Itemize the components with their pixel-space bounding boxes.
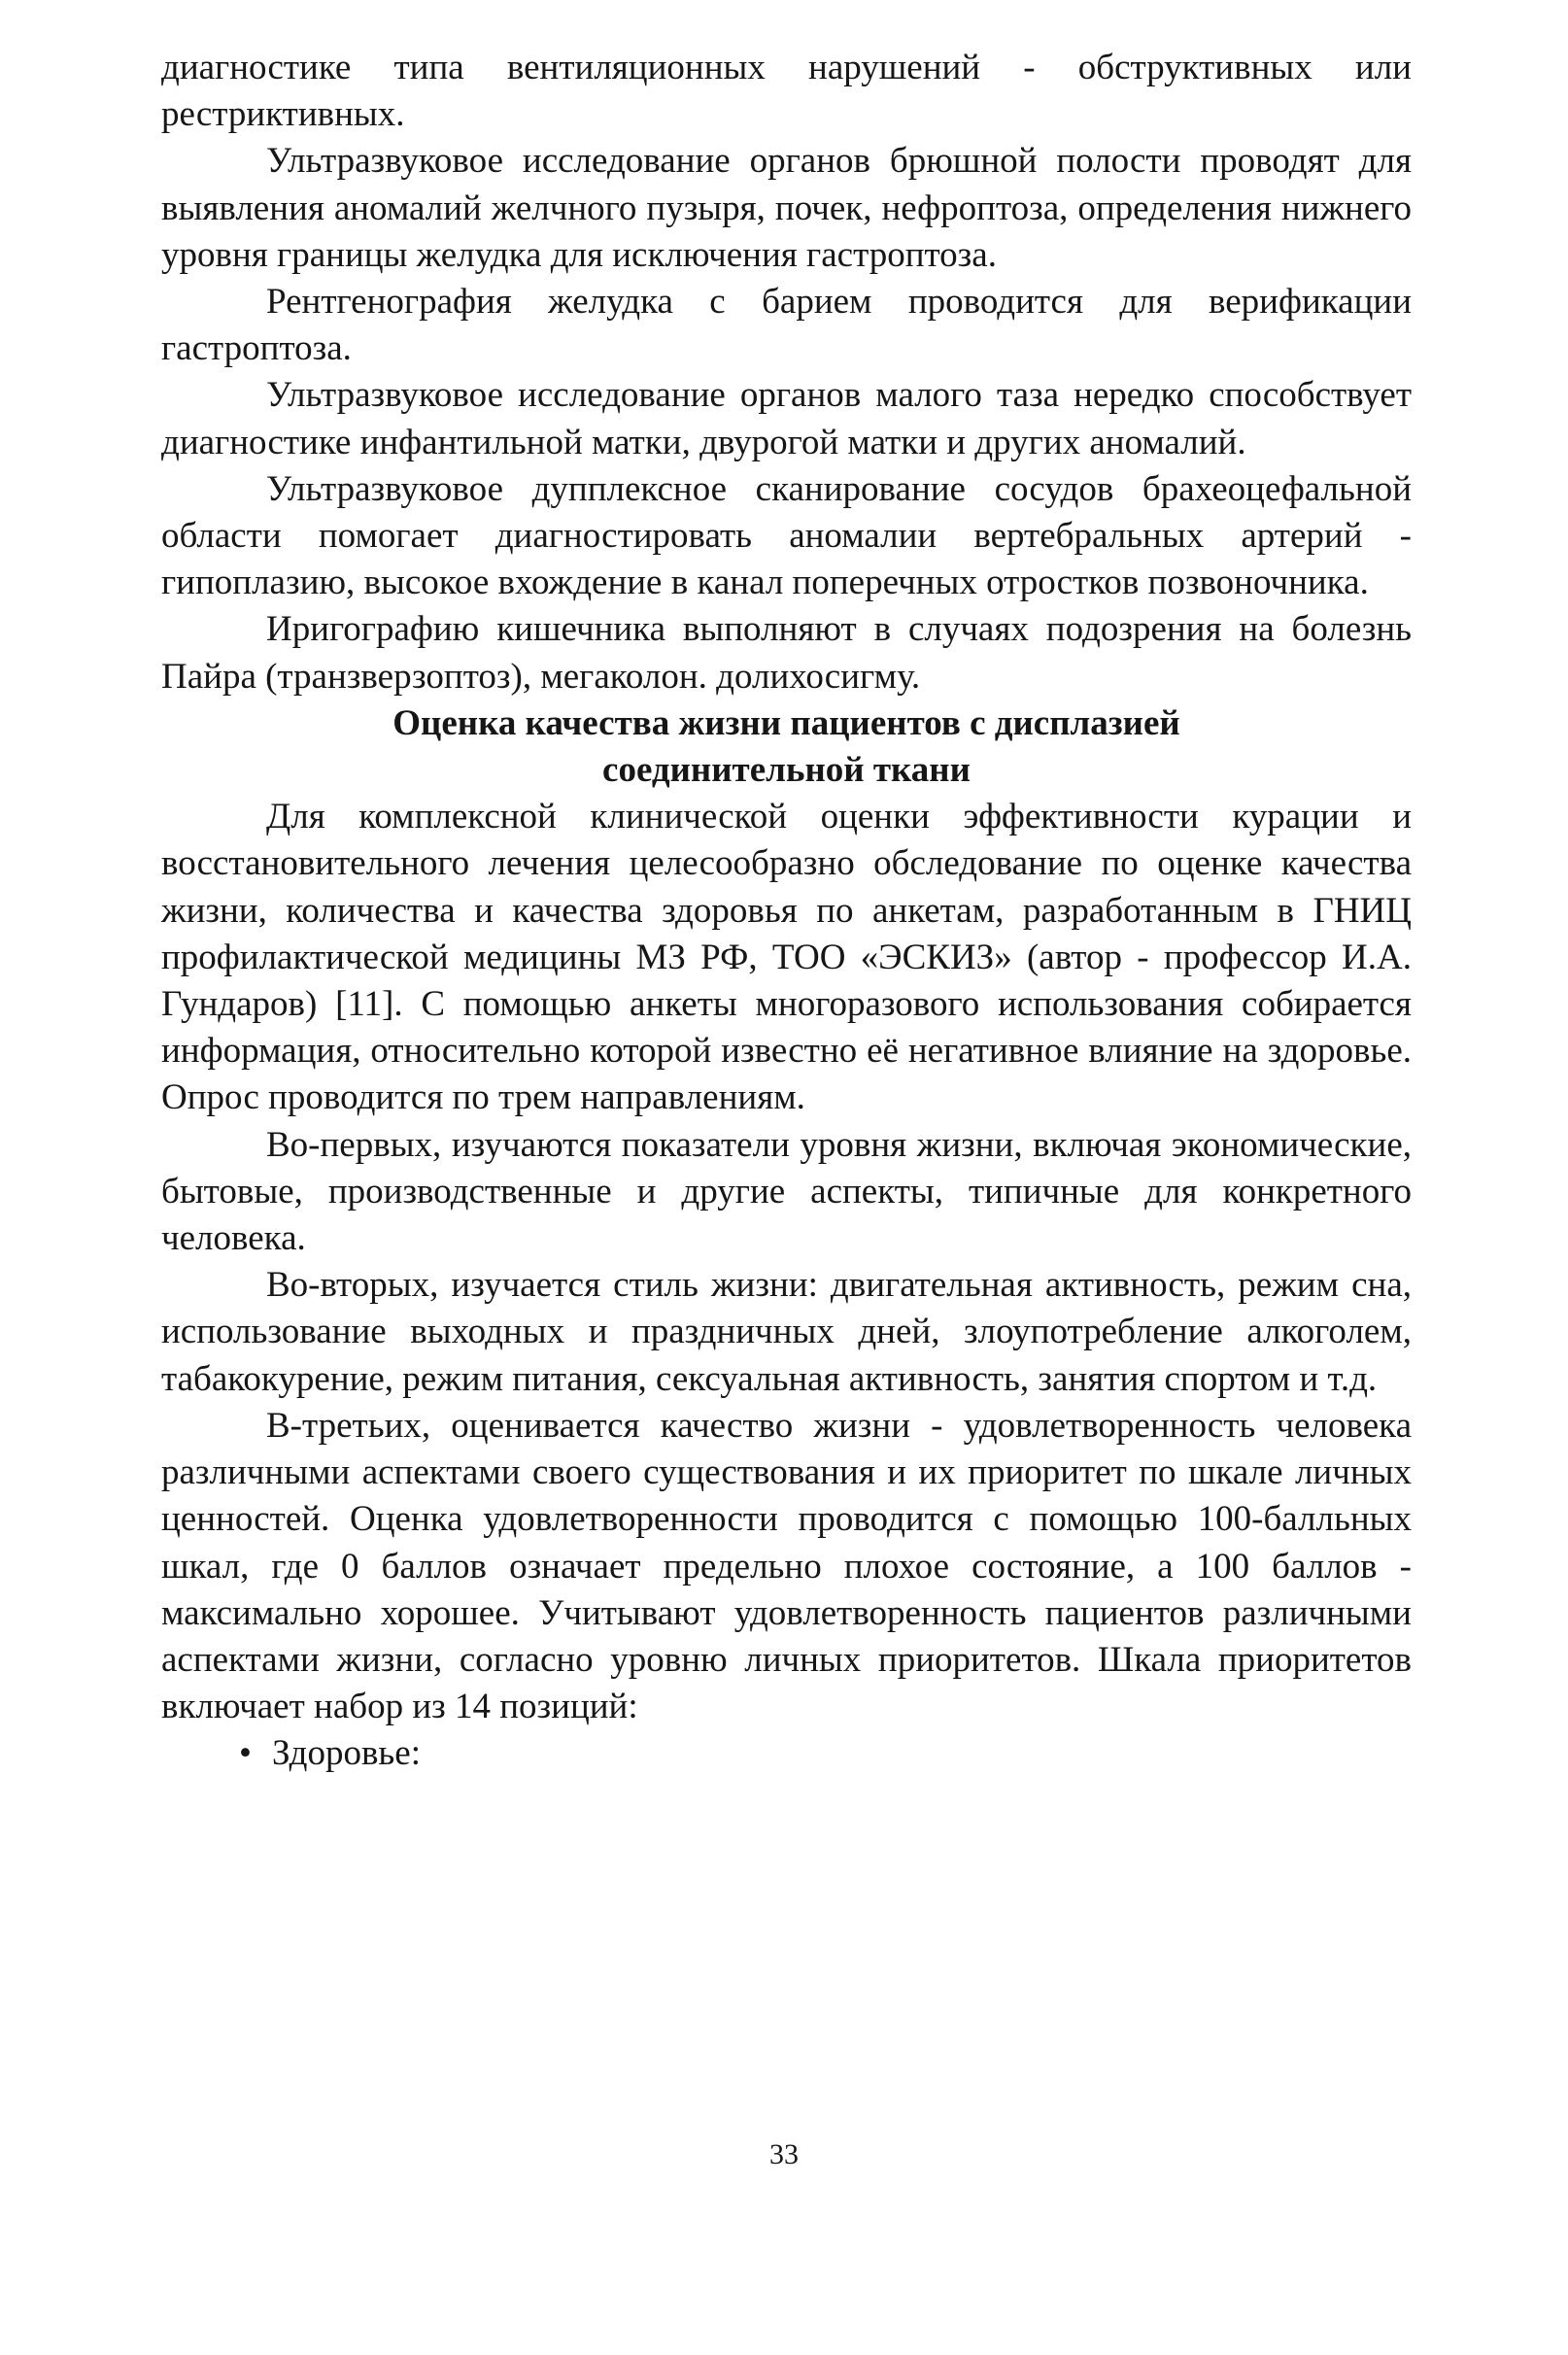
paragraph-ultrasound-abdomen: Ультразвуковое исследование органов брюшной полости проводят для выявления аномалий желчного пузыря, почек, нефроптоза, определения нижнего уровня границы желудка для исключения гастроптоза. bbox=[161, 141, 1412, 275]
paragraph-duplex-scanning: Ультразвуковое дупплексное сканирование сосудов брахеоцефальной области помогает диагностировать аномалии вертебральных артерий - гипоплазию, высокое вхождение в канал поперечных отростков позвоночника. bbox=[161, 468, 1412, 603]
section-heading-line-2: соединительной ткани bbox=[602, 750, 971, 791]
priority-list bbox=[161, 1730, 1412, 1777]
paragraph-first-direction: Во-первых, изучаются показатели уровня жизни, включая экономические, бытовые, производственные и другие аспекты, типичные для конкретного человека. bbox=[161, 1124, 1412, 1259]
list-item-text: Здоровье: bbox=[272, 1733, 421, 1774]
paragraph-ultrasound-pelvis: Ультразвуковое исследование органов малого таза нередко способствует диагностике инфантильной матки, двурогой матки и других аномалий. bbox=[161, 375, 1412, 462]
list-item bbox=[239, 1730, 1412, 1777]
paragraph-third-direction: В-третьих, оценивается качество жизни - удовлетворенность человека различными аспектами своего существования и их приоритет по шкале личных ценностей. Оценка удовлетворенности проводится с помощью 100-балльных шкал, где 0 баллов означает предельно плохое состояние, а 100 баллов - максимально хорошее. Учитывают удовлетворенность пациентов различными аспектами жизни, согласно уровню личных приоритетов. Шкала приоритетов включает набор из 14 позиций: bbox=[161, 1405, 1412, 1727]
bullet-icon: • bbox=[239, 1733, 252, 1774]
section-heading-line-1: Оценка качества жизни пациентов с дисплазией bbox=[392, 702, 1180, 743]
paragraph-quality-assessment: Для комплексной клинической оценки эффективности курации и восстановительного лечения целесообразно обследование по оценке качества жизни, количества и качества здоровья по анкетам, разработанным в ГНИЦ профилактической медицины МЗ РФ, ТОО «ЭСКИЗ» (автор - профессор И.А. Гундаров) [11]. С помощью анкеты многоразового использования собирается информация, относительно которой известно её негативное влияние на здоровье. Опрос проводится по трем направлениям. bbox=[161, 797, 1412, 1118]
paragraph-second-direction: Во-вторых, изучается стиль жизни: двигательная активность, режим сна, использование выходных и праздничных дней, злоупотребление алкоголем, табакокурение, режим питания, сексуальная активность, занятия спортом и т.д. bbox=[161, 1265, 1412, 1399]
paragraph-continuation: диагностике типа вентиляционных нарушений - обструктивных или рестриктивных. bbox=[161, 48, 1412, 135]
page-body bbox=[161, 45, 1412, 1778]
paragraph-irrigography: Иригографию кишечника выполняют в случаях подозрения на болезнь Пайра (транзверзоптоз), мегаколон. долихосигму. bbox=[161, 609, 1412, 697]
page-number: 33 bbox=[769, 2138, 799, 2170]
paragraph-stomach-xray: Рентгенография желудка с барием проводится для верификации гастроптоза. bbox=[161, 282, 1412, 369]
section-heading bbox=[161, 700, 1412, 794]
